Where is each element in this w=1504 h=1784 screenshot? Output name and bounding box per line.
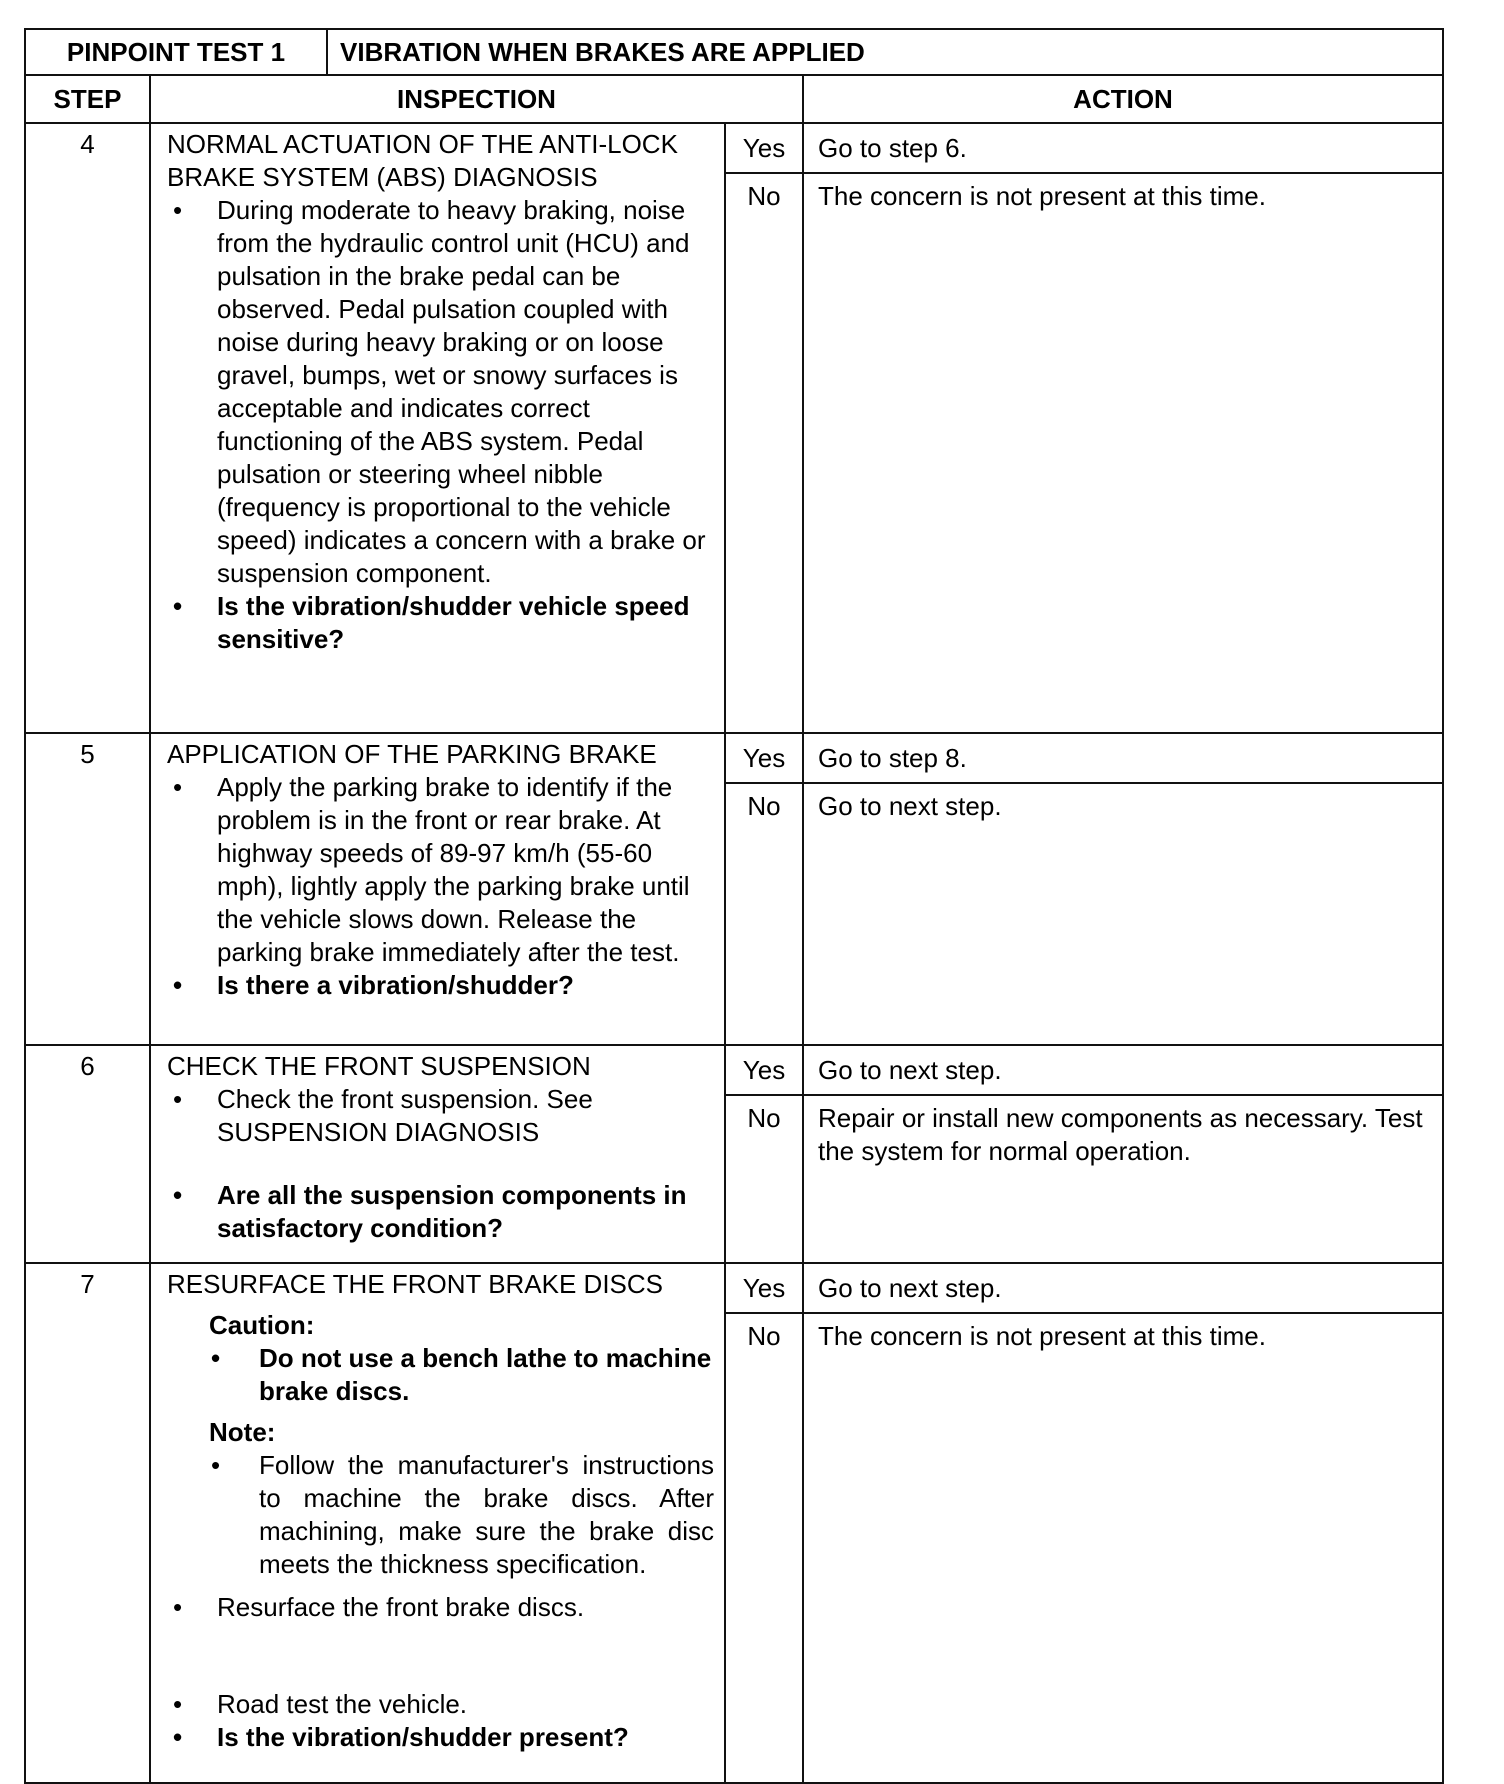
inspection-bullet: • Resurface the front brake discs.	[167, 1591, 714, 1624]
yes-label: Yes	[725, 733, 803, 783]
step-heading: NORMAL ACTUATION OF THE ANTI-LOCK BRAKE SYSTEM (ABS) DIAGNOSIS	[167, 129, 678, 192]
inspection-cell	[150, 123, 725, 733]
pinpoint-test-sheet	[24, 28, 1442, 1784]
step-number: 5	[25, 733, 150, 1045]
yes-label: Yes	[725, 1263, 803, 1313]
no-action: Go to next step.	[803, 783, 1443, 1045]
inspection-bullet: • Road test the vehicle.	[167, 1688, 714, 1721]
spacer	[167, 1624, 714, 1688]
no-action: The concern is not present at this time.	[803, 1313, 1443, 1783]
step-row-6-yes	[25, 1045, 1443, 1095]
step-row-5-yes	[25, 733, 1443, 783]
no-label: No	[725, 173, 803, 733]
step-row-4-yes	[25, 123, 1443, 173]
test-label: PINPOINT TEST 1	[25, 29, 327, 75]
note-label: Note:	[209, 1417, 276, 1447]
no-action: Repair or install new components as necessary. Test the system for normal operation.	[803, 1095, 1443, 1263]
no-action: The concern is not present at this time.	[803, 173, 1443, 733]
yes-action: Go to next step.	[803, 1045, 1443, 1095]
no-label: No	[725, 783, 803, 1045]
inspection-question: • Are all the suspension components in satisfactory condition?	[167, 1179, 714, 1245]
yes-label: Yes	[725, 1045, 803, 1095]
inspection-bullet: • During moderate to heavy braking, noise from the hydraulic control unit (HCU) and pulsation in the brake pedal can be observed. Pedal pulsation coupled with noise during heavy braking or on loose gravel, bumps, wet or snowy surfaces is acceptable and indicates correct functioning of the ABS system. Pedal pulsation or steering wheel nibble (frequency is proportional to the vehicle speed) indicates a concern with a brake or suspension component.	[167, 194, 714, 590]
yes-label: Yes	[725, 123, 803, 173]
col-step-header: STEP	[25, 75, 150, 123]
caution-label: Caution:	[209, 1310, 315, 1340]
yes-action: Go to next step.	[803, 1263, 1443, 1313]
spacer	[167, 1149, 714, 1179]
inspection-question: • Is there a vibration/shudder?	[167, 969, 714, 1002]
column-header-row	[25, 75, 1443, 123]
inspection-cell	[150, 733, 725, 1045]
yes-action: Go to step 8.	[803, 733, 1443, 783]
test-title: VIBRATION WHEN BRAKES ARE APPLIED	[327, 29, 1443, 75]
inspection-bullet: • Apply the parking brake to identify if the problem is in the front or rear brake. At highway speeds of 89-97 km/h (55-60 mph), lightly apply the parking brake until the vehicle slows down. Release the parking brake immediately after the test.	[167, 771, 714, 969]
col-action-header: ACTION	[803, 75, 1443, 123]
step-row-7-yes	[25, 1263, 1443, 1313]
inspection-bullet: • Check the front suspension. See SUSPENSION DIAGNOSIS	[167, 1083, 714, 1149]
caution-text: • Do not use a bench lathe to machine brake discs.	[167, 1342, 714, 1408]
col-inspection-header: INSPECTION	[150, 75, 803, 123]
inspection-question: • Is the vibration/shudder vehicle speed sensitive?	[167, 590, 714, 656]
inspection-cell	[150, 1263, 725, 1783]
step-number: 7	[25, 1263, 150, 1783]
step-heading: RESURFACE THE FRONT BRAKE DISCS	[167, 1269, 664, 1299]
step-number: 4	[25, 123, 150, 733]
title-row	[25, 29, 1443, 75]
no-label: No	[725, 1313, 803, 1783]
step-number: 6	[25, 1045, 150, 1263]
step-heading: CHECK THE FRONT SUSPENSION	[167, 1051, 591, 1081]
inspection-cell	[150, 1045, 725, 1263]
pinpoint-test-table	[24, 28, 1444, 1784]
step-heading: APPLICATION OF THE PARKING BRAKE	[167, 739, 657, 769]
yes-action: Go to step 6.	[803, 123, 1443, 173]
note-text: • Follow the manufacturer's instructions to machine the brake discs. After machining, make sure the brake disc meets the thickness specification.	[167, 1449, 714, 1581]
inspection-question: • Is the vibration/shudder present?	[167, 1721, 714, 1754]
no-label: No	[725, 1095, 803, 1263]
